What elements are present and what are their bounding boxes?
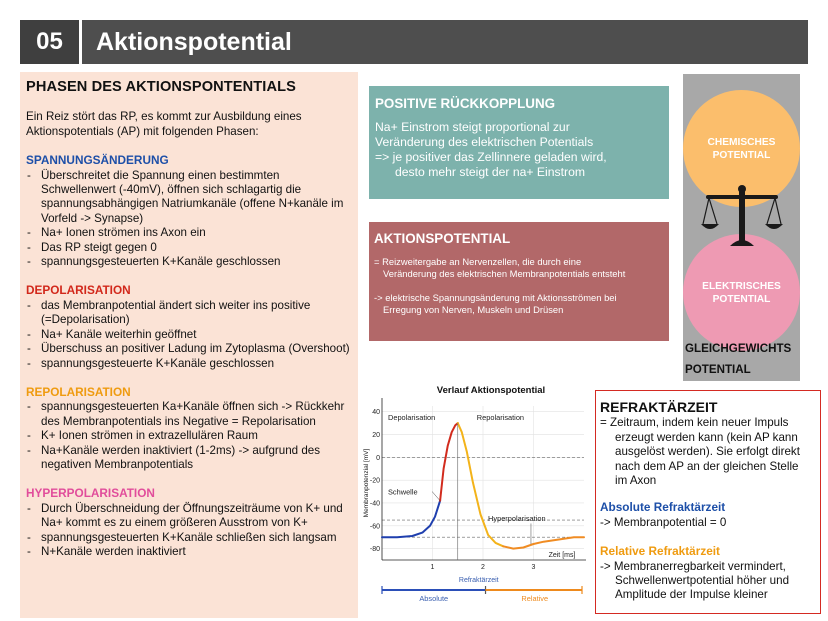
ap-title: AKTIONSPOTENTIAL <box>374 231 511 246</box>
y-tick-label: -80 <box>369 546 380 554</box>
feedback-line: Na+ Einstrom steigt proportional zur <box>375 120 570 134</box>
section-spannungsaenderung <box>26 153 352 269</box>
list-item: - Na+ Kanäle weiterhin geöffnet <box>26 328 352 342</box>
electrical-potential-circle <box>683 234 800 351</box>
relative-bar-label: Relative <box>521 594 549 603</box>
x-tick-label: 2 <box>481 564 485 571</box>
feedback-line: desto mehr steigt der na+ Einstrom <box>395 165 586 179</box>
refractory-def-line: ausgelöst werden). Sie erfolgt direkt <box>615 445 800 459</box>
section-title: HYPERPOLARISATION <box>26 486 155 501</box>
absolute-bar-label: Absolute <box>419 594 449 603</box>
ap-line: -> elektrische Spannungsänderung mit Aktionsströmen bei <box>374 292 617 303</box>
absolute-refractory-text: -> Membranpotential = 0 <box>600 515 727 529</box>
section-number: 05 <box>20 20 82 64</box>
list-item: - das Membranpotential ändert sich weiter ins positive (=Depolarisation) <box>26 299 352 328</box>
bullet-list <box>26 299 352 371</box>
y-tick-label: -60 <box>369 523 380 531</box>
y-axis-label: Membranpotenzial [mV] <box>363 448 370 518</box>
equilibrium-panel <box>683 74 800 381</box>
feedback-line: => je positiver das Zellinnere geladen wird, <box>375 150 607 164</box>
section-title: DEPOLARISATION <box>26 283 131 298</box>
feedback-title: POSITIVE RÜCKKOPPLUNG <box>375 96 556 111</box>
section-depolarisation <box>26 283 352 370</box>
equilibrium-label-line: POTENTIAL <box>685 363 751 376</box>
list-item: - N+Kanäle werden inaktiviert <box>26 545 352 559</box>
refractory-title: REFRAKTÄRZEIT <box>600 399 718 415</box>
annotation-label: Hyperpolarisation <box>488 514 546 524</box>
relative-refractory-line: Schwellenwertpotential höher und <box>615 574 790 588</box>
page-title: Aktionspotential <box>96 28 292 56</box>
refractory-def-line: nach dem AP an der gleichen Stelle <box>615 459 799 473</box>
phases-heading: PHASEN DES AKTIONSPONTENTIALS <box>26 79 296 95</box>
phases-panel <box>20 72 358 618</box>
series-line <box>382 501 440 538</box>
refractory-def-line: im Axon <box>615 474 657 488</box>
annotation-label: Depolarisation <box>388 413 436 423</box>
bullet-list <box>26 169 352 270</box>
y-tick-label: 0 <box>376 454 380 462</box>
relative-refractory-line: -> Membranerregbarkeit vermindert, <box>600 559 786 573</box>
list-item: - Durch Überschneidung der Öffnungszeiträume von K+ und Na+ kommt es zu einem größeren Ausstrom von K+ <box>26 502 352 531</box>
section-hyperpolarisation <box>26 486 352 559</box>
list-item: - Na+ Ionen strömen ins Axon ein <box>26 226 352 240</box>
series-line <box>458 423 503 546</box>
chemical-potential-label: CHEMISCHES POTENTIAL <box>707 136 776 161</box>
list-item: - spannungsgesteuerte K+Kanäle geschlossen <box>26 357 352 371</box>
refractory-box <box>595 390 821 614</box>
annotation-label: Repolarisation <box>476 413 525 423</box>
y-tick-label: 40 <box>372 409 380 417</box>
equilibrium-label-line: GLEICHGEWICHTS <box>685 342 792 355</box>
balance-scale-icon <box>701 184 783 250</box>
section-title: REPOLARISATION <box>26 384 131 399</box>
ap-line: Veränderung des elektrischen Membranpotentials entsteht <box>383 268 626 279</box>
list-item: - Na+Kanäle werden inaktiviert (1-2ms) -> aufgrund des negativen Membranpotentials <box>26 444 352 473</box>
x-axis-label: Zeit [ms] <box>548 552 576 559</box>
y-tick-label: 20 <box>372 432 380 440</box>
list-item: - spannungsgesteuerten K+Kanäle schließen sich langsam <box>26 531 352 545</box>
electrical-potential-label: ELEKTRISCHES POTENTIAL <box>702 280 781 305</box>
action-potential-box <box>369 222 669 341</box>
relative-refractory-line: Amplitude der Impulse kleiner <box>615 588 768 602</box>
positive-feedback-box <box>369 86 669 199</box>
list-item: - spannungsgesteuerten K+Kanäle geschlossen <box>26 255 352 269</box>
y-tick-label: -40 <box>369 500 380 508</box>
annotation-line <box>432 492 440 501</box>
section-title: SPANNUNGSÄNDERUNG <box>26 153 169 168</box>
list-item: - K+ Ionen strömen in extrazellulären Raum <box>26 429 352 443</box>
section-repolarisation <box>26 385 352 472</box>
list-item: - spannungsgesteuerten Ka+Kanäle öffnen sich -> Rückkehr des Membranpotentials ins Negative = Repolarisation <box>26 400 352 429</box>
y-tick-label: -20 <box>369 477 380 485</box>
x-tick-label: 1 <box>430 564 435 571</box>
list-item: - Überschuss an positiver Ladung im Zytoplasma (Overshoot) <box>26 342 352 356</box>
refractory-def-line: erzeugt werden kann (kein AP kann <box>615 430 798 444</box>
relative-refractory-title: Relative Refraktärzeit <box>600 544 720 559</box>
series-line <box>503 537 584 548</box>
header-bar <box>20 20 808 64</box>
refractory-bar-label: Refraktärzeit <box>458 577 499 584</box>
list-item: - Überschreitet die Spannung einen bestimmten Schwellenwert (-40mV), öffnen sich schlagartig die spannungsabhängigen Natriumkanäle (offene N+kanäle im Vorfeld -> Synapse) <box>26 169 352 227</box>
absolute-refractory-title: Absolute Refraktärzeit <box>600 500 726 515</box>
feedback-line: Veränderung des elektrischen Potentials <box>375 135 594 149</box>
x-tick-label: 3 <box>531 564 536 571</box>
refractory-def-line: = Zeitraum, indem kein neuer Impuls <box>600 416 789 430</box>
chart-title: Verlauf Aktionspotential <box>436 385 546 396</box>
equilibrium-label <box>685 338 791 380</box>
phases-intro: Ein Reiz stört das RP, es kommt zur Ausbildung eines Aktionspotentials (AP) mit folgenden Phasen: <box>26 110 302 138</box>
bullet-list <box>26 400 352 472</box>
list-item: - Das RP steigt gegen 0 <box>26 241 352 255</box>
ap-line: Erregung von Nerven, Muskeln und Drüsen <box>383 304 564 315</box>
action-potential-chart <box>362 382 594 610</box>
ap-line: = Reizweitergabe an Nervenzellen, die durch eine <box>374 256 582 267</box>
annotation-label: Schwelle <box>388 487 418 497</box>
bullet-list <box>26 502 352 560</box>
